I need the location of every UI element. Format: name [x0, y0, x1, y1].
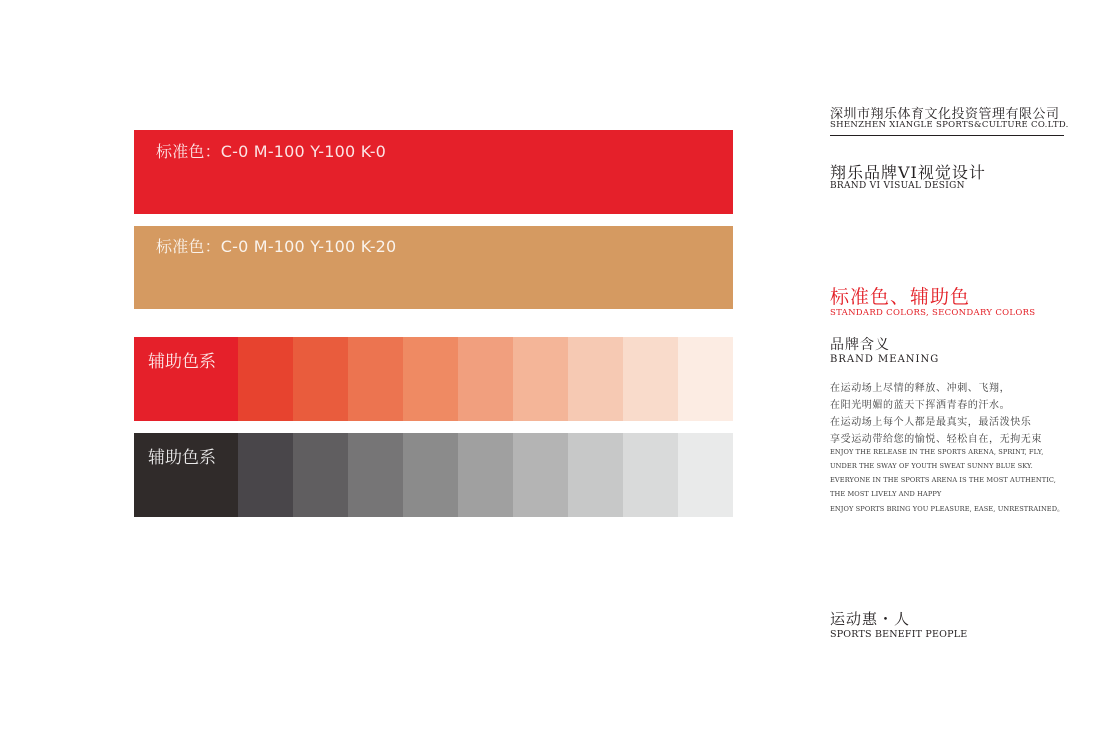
standard-color-tan-swatch — [134, 226, 733, 309]
company-name-cn: 深圳市翔乐体育文化投资管理有限公司 — [830, 107, 1060, 122]
secondary-red-tint-4 — [403, 337, 458, 421]
secondary-gray-scale-label: 辅助色系 — [148, 448, 216, 468]
meaning-cn-line: 在阳光明媚的蓝天下挥洒青春的汗水。 — [830, 400, 1011, 411]
secondary-red-tint-9 — [678, 337, 733, 421]
secondary-gray-tint-7 — [568, 433, 623, 517]
section-title-cn: 标准色、辅助色 — [830, 286, 971, 308]
meaning-cn-line: 在运动场上尽情的释放、冲刺、飞翔， — [830, 383, 1011, 394]
secondary-red-tint-8 — [623, 337, 678, 421]
secondary-red-tint-2 — [293, 337, 348, 421]
brand-meaning-title-en: BRAND MEANING — [830, 354, 940, 365]
secondary-gray-tint-2 — [293, 433, 348, 517]
secondary-gray-tint-5 — [458, 433, 513, 517]
brand-title-cn: 翔乐品牌VI视觉设计 — [830, 163, 986, 182]
standard-color-red-swatch — [134, 130, 733, 214]
secondary-gray-tint-6 — [513, 433, 568, 517]
section-title-en: STANDARD COLORS, SECONDARY COLORS — [830, 308, 1036, 318]
brand-meaning-title-cn: 品牌含义 — [830, 337, 890, 353]
meaning-en-line: ENJOY SPORTS BRING YOU PLEASURE, EASE, UNRESTRAINED。 — [830, 505, 1064, 513]
secondary-red-tint-5 — [458, 337, 513, 421]
secondary-red-scale — [134, 337, 733, 421]
brand-title-en: BRAND VI VISUAL DESIGN — [830, 181, 965, 191]
secondary-red-tint-3 — [348, 337, 403, 421]
secondary-red-scale-label: 辅助色系 — [148, 352, 216, 372]
standard-color-red-label: 标准色：C-0 M-100 Y-100 K-0 — [156, 142, 387, 161]
meaning-en-line: ENJOY THE RELEASE IN THE SPORTS ARENA, SPRINT, FLY, — [830, 448, 1044, 456]
secondary-gray-lead-swatch — [134, 433, 238, 517]
secondary-gray-tint-1 — [238, 433, 293, 517]
meaning-en-line: THE MOST LIVELY AND HAPPY — [830, 490, 942, 498]
meaning-cn-line: 享受运动带给您的愉悦、轻松自在，无拘无束 — [830, 434, 1042, 445]
standard-color-tan-label: 标准色：C-0 M-100 Y-100 K-20 — [156, 237, 397, 256]
meaning-en-line: UNDER THE SWAY OF YOUTH SWEAT SUNNY BLUE SKY. — [830, 462, 1033, 470]
secondary-red-tint-1 — [238, 337, 293, 421]
secondary-gray-tint-9 — [678, 433, 733, 517]
slogan-en: SPORTS BENEFIT PEOPLE — [830, 629, 968, 640]
secondary-red-lead-swatch — [134, 337, 238, 421]
secondary-red-tint-6 — [513, 337, 568, 421]
slogan-cn: 运动惠・人 — [830, 610, 911, 628]
secondary-red-tint-7 — [568, 337, 623, 421]
meaning-cn-line: 在运动场上每个人都是最真实，最活泼快乐 — [830, 417, 1032, 428]
secondary-gray-scale — [134, 433, 733, 517]
secondary-gray-tint-3 — [348, 433, 403, 517]
secondary-gray-tint-4 — [403, 433, 458, 517]
company-divider — [830, 135, 1064, 136]
company-name-en: SHENZHEN XIANGLE SPORTS&CULTURE CO.LTD. — [830, 120, 1069, 130]
meaning-en-line: EVERYONE IN THE SPORTS ARENA IS THE MOST AUTHENTIC, — [830, 476, 1057, 484]
secondary-gray-tint-8 — [623, 433, 678, 517]
